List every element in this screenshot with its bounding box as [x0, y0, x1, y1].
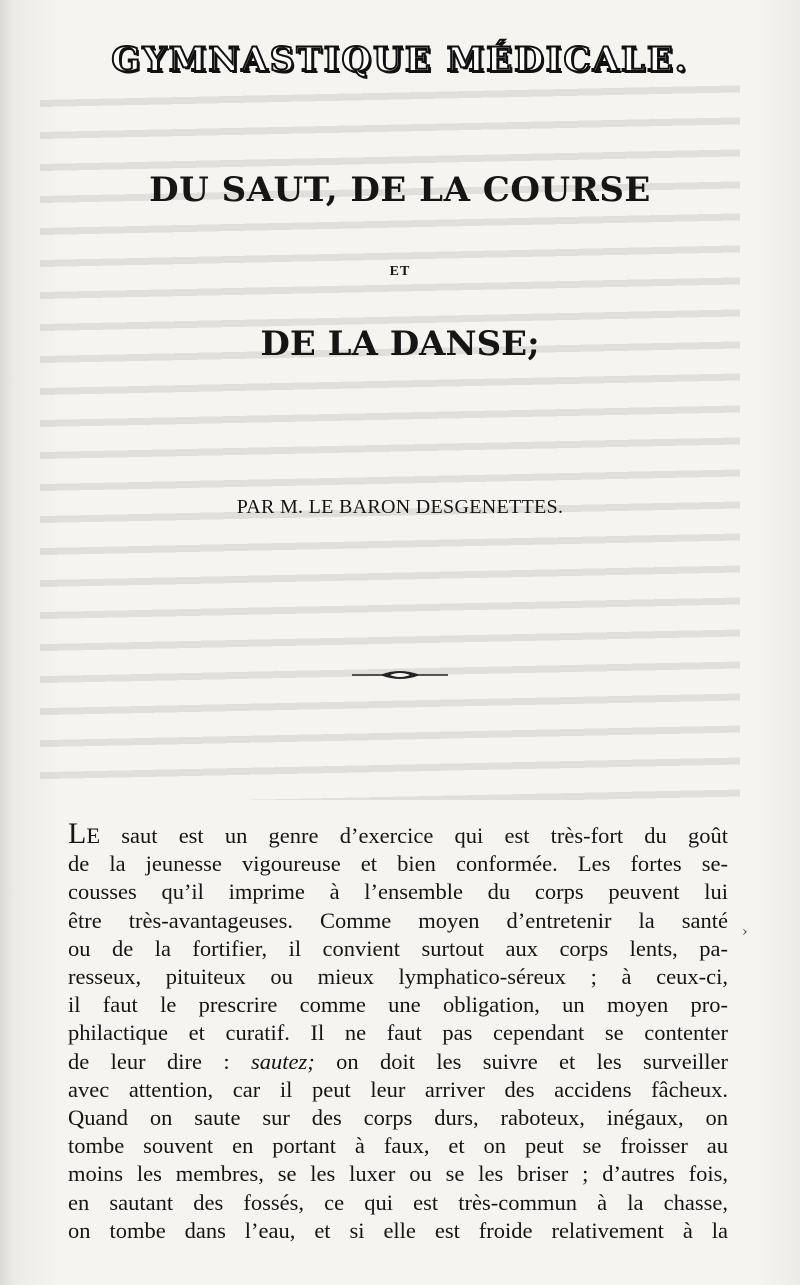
running-title: GYMNASTIQUE MÉDICALE. [111, 40, 689, 80]
first-word-rest: E [86, 823, 101, 848]
text-line: philactique et curatif. Il ne faut pas cependant se contenter [68, 1020, 728, 1046]
drop-cap: L [68, 817, 87, 850]
author-byline: PAR M. LE BARON DESGENETTES. [236, 496, 564, 518]
chapter-title: DU SAUT, DE LA COURSE [149, 170, 651, 210]
text-line: ou de la fortifier, il convient surtout aux corps lents, pa- [68, 935, 728, 961]
line-text: saut est un genre d’exercice qui est très-fort du goût [100, 823, 728, 848]
text-line: on tombe dans l’eau, et si elle est froide relativement à la [68, 1217, 728, 1243]
rule-ornament-icon [350, 668, 450, 682]
text-line [68, 1048, 728, 1076]
text-line: être très-avantageuses. Comme moyen d’entretenir la santé [68, 907, 728, 933]
chapter-subtitle: DE LA DANSE; [260, 324, 540, 364]
text-line [68, 817, 728, 850]
title-conjunction: ET [389, 264, 411, 279]
line-text: de leur dire : [68, 1048, 251, 1074]
text-line: moins les membres, se les luxer ou se les briser ; d’autres fois, [68, 1161, 728, 1187]
text-line: il faut le prescrire comme une obligation, un moyen pro- [68, 992, 728, 1018]
text-line: Quand on saute sur des corps durs, raboteux, inégaux, on [68, 1105, 728, 1131]
emphasis: sautez; [250, 1048, 315, 1074]
line-text: on doit les suivre et les surveiller [336, 1048, 729, 1074]
text-line: avec attention, car il peut leur arriver des accidens fâcheux. [68, 1076, 728, 1102]
margin-mark: › [742, 924, 748, 940]
text-line: de la jeunesse vigoureuse et bien conformée. Les fortes se- [68, 851, 728, 877]
text-line: cousses qu’il imprime à l’ensemble du corps peuvent lui [68, 879, 728, 905]
text-line: resseux, pituiteux ou mieux lymphatico-séreux ; à ceux-ci, [68, 964, 728, 990]
body-paragraph [68, 817, 729, 1245]
text-line: tombe souvent en portant à faux, et on peut se froisser au [68, 1133, 728, 1159]
text-line: en sautant des fossés, ce qui est très-commun à la chasse, [68, 1189, 728, 1215]
